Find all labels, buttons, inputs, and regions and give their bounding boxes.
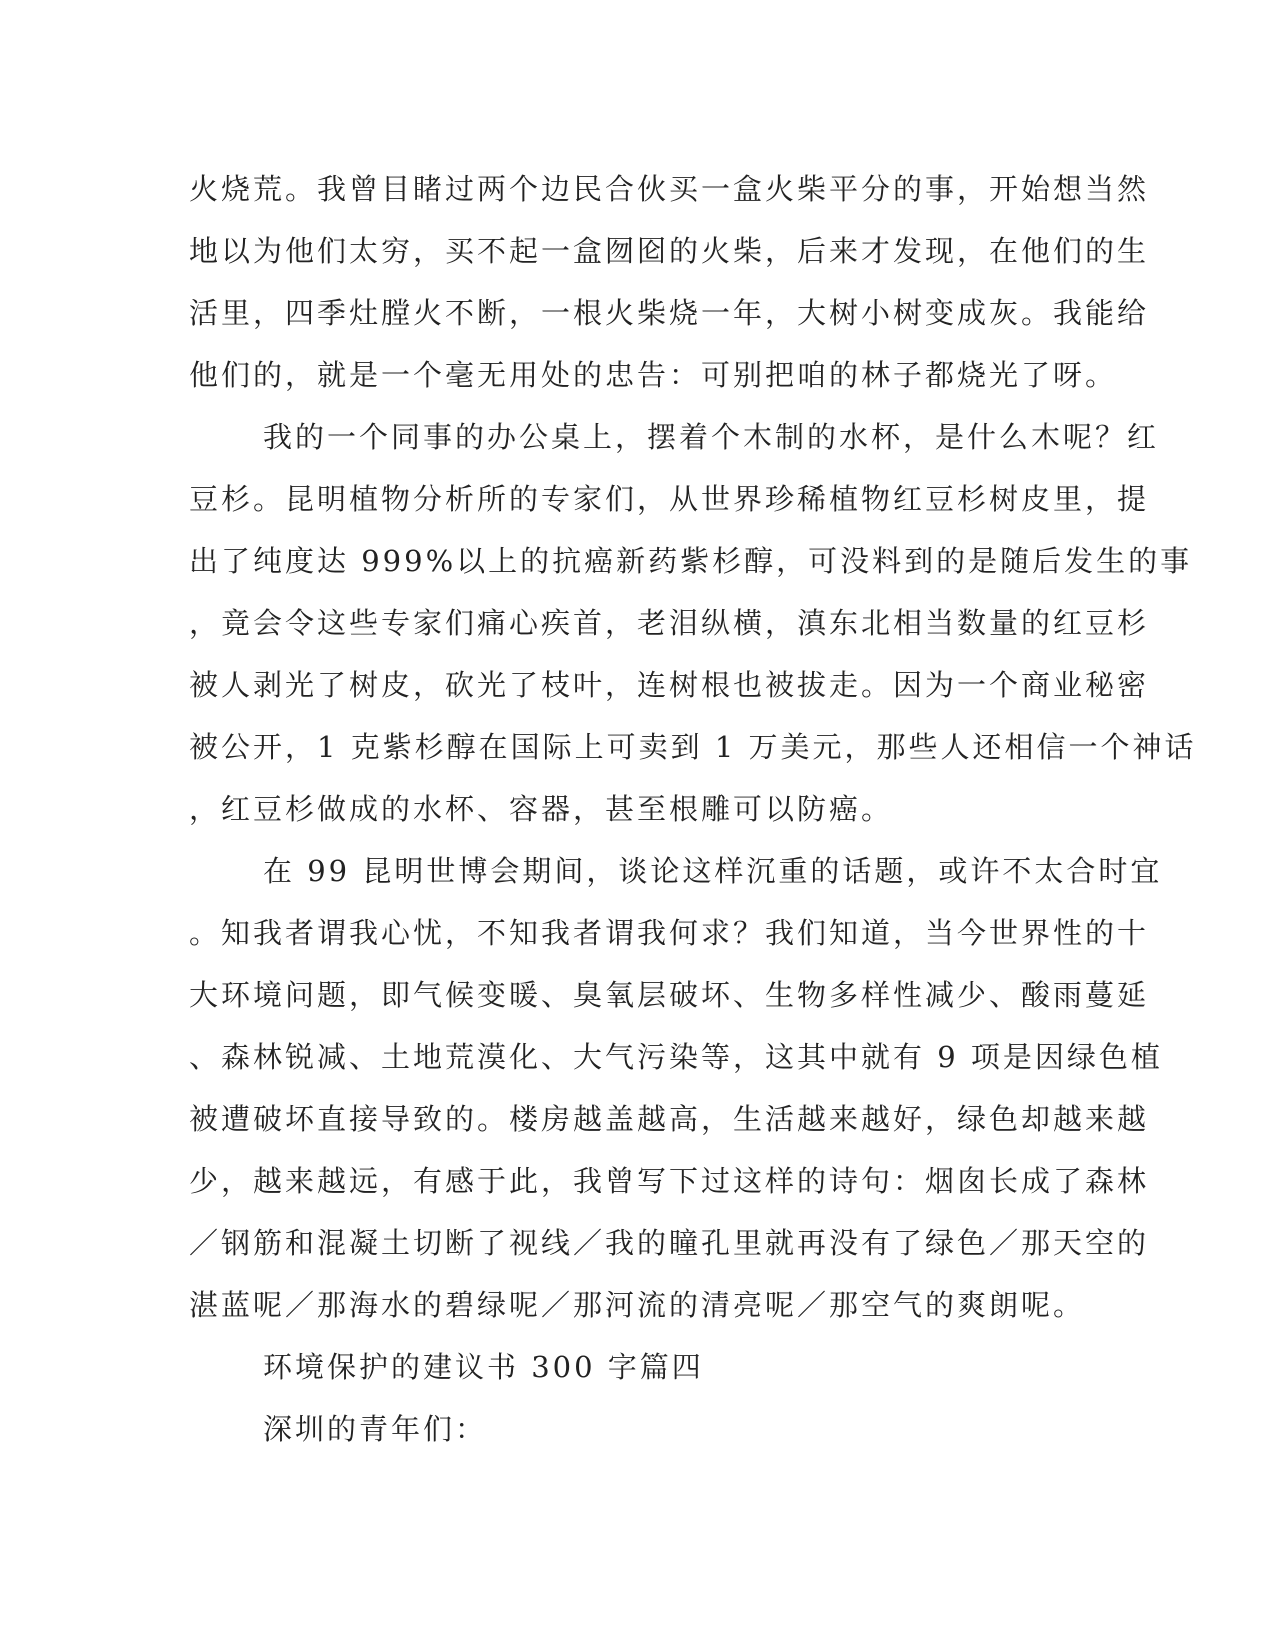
- text-line: 地以为他们太穷，买不起一盒囫囵的火柴，后来才发现，在他们的生: [189, 234, 1150, 268]
- text-line: 被遭破坏直接导致的。楼房越盖越高，生活越来越好，绿色却越来越: [189, 1102, 1150, 1136]
- text-line: 我的一个同事的办公桌上，摆着个木制的水杯，是什么木呢？红: [263, 420, 1160, 454]
- heading-line: 环境保护的建议书 300 字篇四: [263, 1350, 704, 1384]
- paragraph-2: [189, 406, 1197, 840]
- text-line: 被公开，1 克紫杉醇在国际上可卖到 1 万美元，那些人还相信一个神话: [189, 730, 1197, 764]
- salutation: [189, 1398, 1084, 1460]
- text-line: ，红豆杉做成的水杯、容器，甚至根雕可以防癌。: [189, 792, 894, 826]
- text-line: ，竟会令这些专家们痛心疾首，老泪纵横，滇东北相当数量的红豆杉: [189, 606, 1150, 640]
- section-heading: [189, 1336, 1084, 1398]
- text-line: 大环境问题，即气候变暖、臭氧层破坏、生物多样性减少、酸雨蔓延: [189, 978, 1150, 1012]
- salutation-line: 深圳的青年们：: [263, 1412, 488, 1446]
- text-line: 。知我者谓我心忧，不知我者谓我何求？我们知道，当今世界性的十: [189, 916, 1150, 950]
- text-line: 湛蓝呢／那海水的碧绿呢／那河流的清亮呢／那空气的爽朗呢。: [189, 1288, 1086, 1322]
- text-line: 出了纯度达 999%以上的抗癌新药紫杉醇，可没料到的是随后发生的事: [189, 544, 1193, 578]
- text-line: 被人剥光了树皮，砍光了枝叶，连树根也被拔走。因为一个商业秘密: [189, 668, 1150, 702]
- text-line: 他们的，就是一个毫无用处的忠告：可别把咱的林子都烧光了呀。: [189, 358, 1118, 392]
- paragraph-3: [189, 840, 1163, 1336]
- text-line: 少，越来越远，有感于此，我曾写下过这样的诗句：烟囱长成了森林: [189, 1164, 1150, 1198]
- paragraph-1: [189, 158, 1150, 406]
- text-line: 在 99 昆明世博会期间，谈论这样沉重的话题，或许不太合时宜: [263, 854, 1163, 888]
- document-body: [189, 158, 1197, 1460]
- text-line: 豆杉。昆明植物分析所的专家们，从世界珍稀植物红豆杉树皮里，提: [189, 482, 1150, 516]
- text-line: 、森林锐减、土地荒漠化、大气污染等，这其中就有 9 项是因绿色植: [189, 1040, 1163, 1074]
- text-line: 活里，四季灶膛火不断，一根火柴烧一年，大树小树变成灰。我能给: [189, 296, 1150, 330]
- text-line: 火烧荒。我曾目睹过两个边民合伙买一盒火柴平分的事，开始想当然: [189, 172, 1150, 206]
- text-line: ／钢筋和混凝土切断了视线／我的瞳孔里就再没有了绿色／那天空的: [189, 1226, 1150, 1260]
